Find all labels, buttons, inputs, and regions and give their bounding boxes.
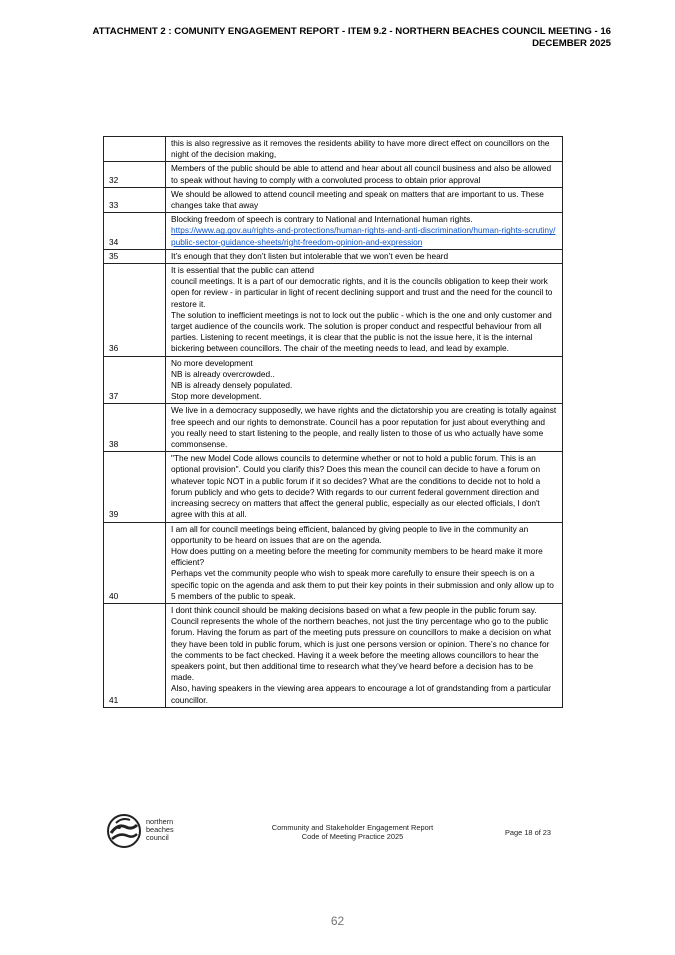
response-text-cell bbox=[166, 404, 563, 452]
response-number: 41 bbox=[104, 603, 166, 707]
page-number: 62 bbox=[330, 914, 345, 928]
response-text-cell bbox=[166, 187, 563, 212]
response-text-cell bbox=[166, 249, 563, 263]
response-number: 39 bbox=[104, 452, 166, 522]
response-text-cell bbox=[166, 452, 563, 522]
response-text-cell bbox=[166, 264, 563, 357]
response-text: It’s enough that they don’t listen but intolerable that we won’t even be heard bbox=[171, 250, 449, 261]
table-row bbox=[104, 249, 563, 263]
response-text: Members of the public should be able to attend and hear about all council business and also be allowed to speak without having to comply with a convoluted process to obtain prior approval bbox=[171, 163, 552, 185]
response-number bbox=[104, 137, 166, 162]
table-row bbox=[104, 522, 563, 603]
response-text-cell bbox=[166, 137, 563, 162]
response-text: Blocking freedom of speech is contrary to National and International human rights. bbox=[171, 214, 473, 225]
council-logo-icon bbox=[106, 813, 142, 849]
logo-text-line-1: northern bbox=[146, 817, 174, 826]
response-text: We live in a democracy supposedly, we have rights and the dictatorship you are creating is totally against free speech and our rights to demonstrate. Council has a poor reputation for just about everything and you really need to start listening to the people, and really listen to those of us who actually have some commonsense. bbox=[171, 405, 557, 450]
table-row bbox=[104, 356, 563, 404]
response-text: this is also regressive as it removes the residents ability to have more direct effect on councillors on the night of the decision making, bbox=[171, 138, 550, 160]
response-text-cell bbox=[166, 603, 563, 707]
header-line-1: ATTACHMENT 2 : COMUNITY ENGAGEMENT REPORT - ITEM 9.2 - NORTHERN BEACHES COUNCIL MEETING - 16 bbox=[92, 26, 611, 37]
response-number: 34 bbox=[104, 213, 166, 250]
table-row bbox=[104, 264, 563, 357]
response-number: 35 bbox=[104, 249, 166, 263]
table-row bbox=[104, 603, 563, 707]
council-logo bbox=[106, 813, 196, 849]
response-text: We should be allowed to attend council meeting and speak on matters that are important to us. These changes take that away bbox=[171, 188, 544, 211]
table-row bbox=[104, 137, 563, 162]
footer-report-line-2: Code of Meeting Practice 2025 bbox=[301, 832, 404, 842]
table-row bbox=[104, 404, 563, 452]
response-number: 36 bbox=[104, 264, 166, 357]
logo-text-line-3: council bbox=[146, 833, 169, 843]
response-text: No more development NB is already overcrowded.. NB is already densely populated. Stop more development. bbox=[171, 357, 293, 402]
response-text: I dont think council should be making decisions based on what a few people in the public forum say. Council represents the whole of the northern beaches, not just the tiny percentage who go to the public forum. Having the forum as part of the meeting puts pressure on councillors to make a decision on what they have been told in public forum, which is just one persons version or opinion. There’s no chance for the comments to be fact checked. Having it a week before the meeting allows councillors to hear the speakers point, but then additional time to research what they’ve heard before a decision has to be made. Also, having speakers in the viewing area appears to encourage a lot of grandstanding from a particular councillor. bbox=[171, 604, 552, 705]
response-number: 38 bbox=[104, 404, 166, 452]
response-text-cell bbox=[166, 356, 563, 404]
table-row bbox=[104, 452, 563, 522]
response-text: It is essential that the public can attend council meetings. It is a part of our democratic rights, and it is the councils obligation to keep their work open for review - in particular in light of recent declining support and trust and the need for the council to restore it. The solution to inefficient meetings is not to lock out the public - which is the one and only customer and target audience of the councils work. The solution is proper conduct and respectful behaviour from all parties. Listening to recent meetings, it is clear that the public is not the issue here, it is the internal bickering between councillors. The chair of the meeting needs to lead, and lead by example. bbox=[171, 265, 553, 354]
logo-text-line-2: beaches bbox=[146, 825, 174, 835]
response-number: 32 bbox=[104, 162, 166, 187]
table-row bbox=[104, 187, 563, 212]
responses-table-body bbox=[104, 137, 563, 708]
response-number: 33 bbox=[104, 187, 166, 212]
footer-report-title bbox=[250, 823, 455, 841]
responses-table bbox=[103, 136, 563, 708]
response-text: I am all for council meetings being efficient, balanced by giving people to live in the community an opportunity to be heard on issues that are on the agenda. How does putting on a meeting before the meeting for community members to be heard make it more efficient? Perhaps vet the community people who wish to speak more carefully to ensure their speech is on a specific topic on the agenda and ask them to put their key points in their submission and only allow up to 5 members of the public to speak. bbox=[171, 523, 554, 601]
footer-page-count: Page 18 of 23 bbox=[505, 828, 552, 837]
response-text-cell bbox=[166, 522, 563, 603]
response-link[interactable]: https://www.ag.gov.au/rights-and-protections/human-rights-and-anti-discrimination/human-rights-scrutiny/public-sector-guidance-sheets/right-freedom-opinion-and-expression bbox=[171, 225, 556, 247]
response-text: "The new Model Code allows councils to determine whether or not to hold a public forum. This is an optional provision". Could you clarify this? Does this mean the council can decide to have a forum on whatever topic NOT in a public forum if it so decides? What are the conditions to decide not to hold a forum publicly and who gets to decide? With regards to our current federal government direction and increasing secrecy on matters that affect the general public, especially as our elected officials, I don't agree with this at all. bbox=[171, 453, 541, 520]
council-logo-text bbox=[146, 818, 174, 843]
response-text-cell bbox=[166, 213, 563, 250]
response-number: 40 bbox=[104, 522, 166, 603]
attachment-header bbox=[51, 26, 611, 49]
table-row bbox=[104, 162, 563, 187]
footer-report-line-1: Community and Stakeholder Engagement Report bbox=[271, 823, 434, 832]
header-line-2: DECEMBER 2025 bbox=[532, 37, 611, 49]
table-row bbox=[104, 213, 563, 250]
response-number: 37 bbox=[104, 356, 166, 404]
response-text-cell bbox=[166, 162, 563, 187]
